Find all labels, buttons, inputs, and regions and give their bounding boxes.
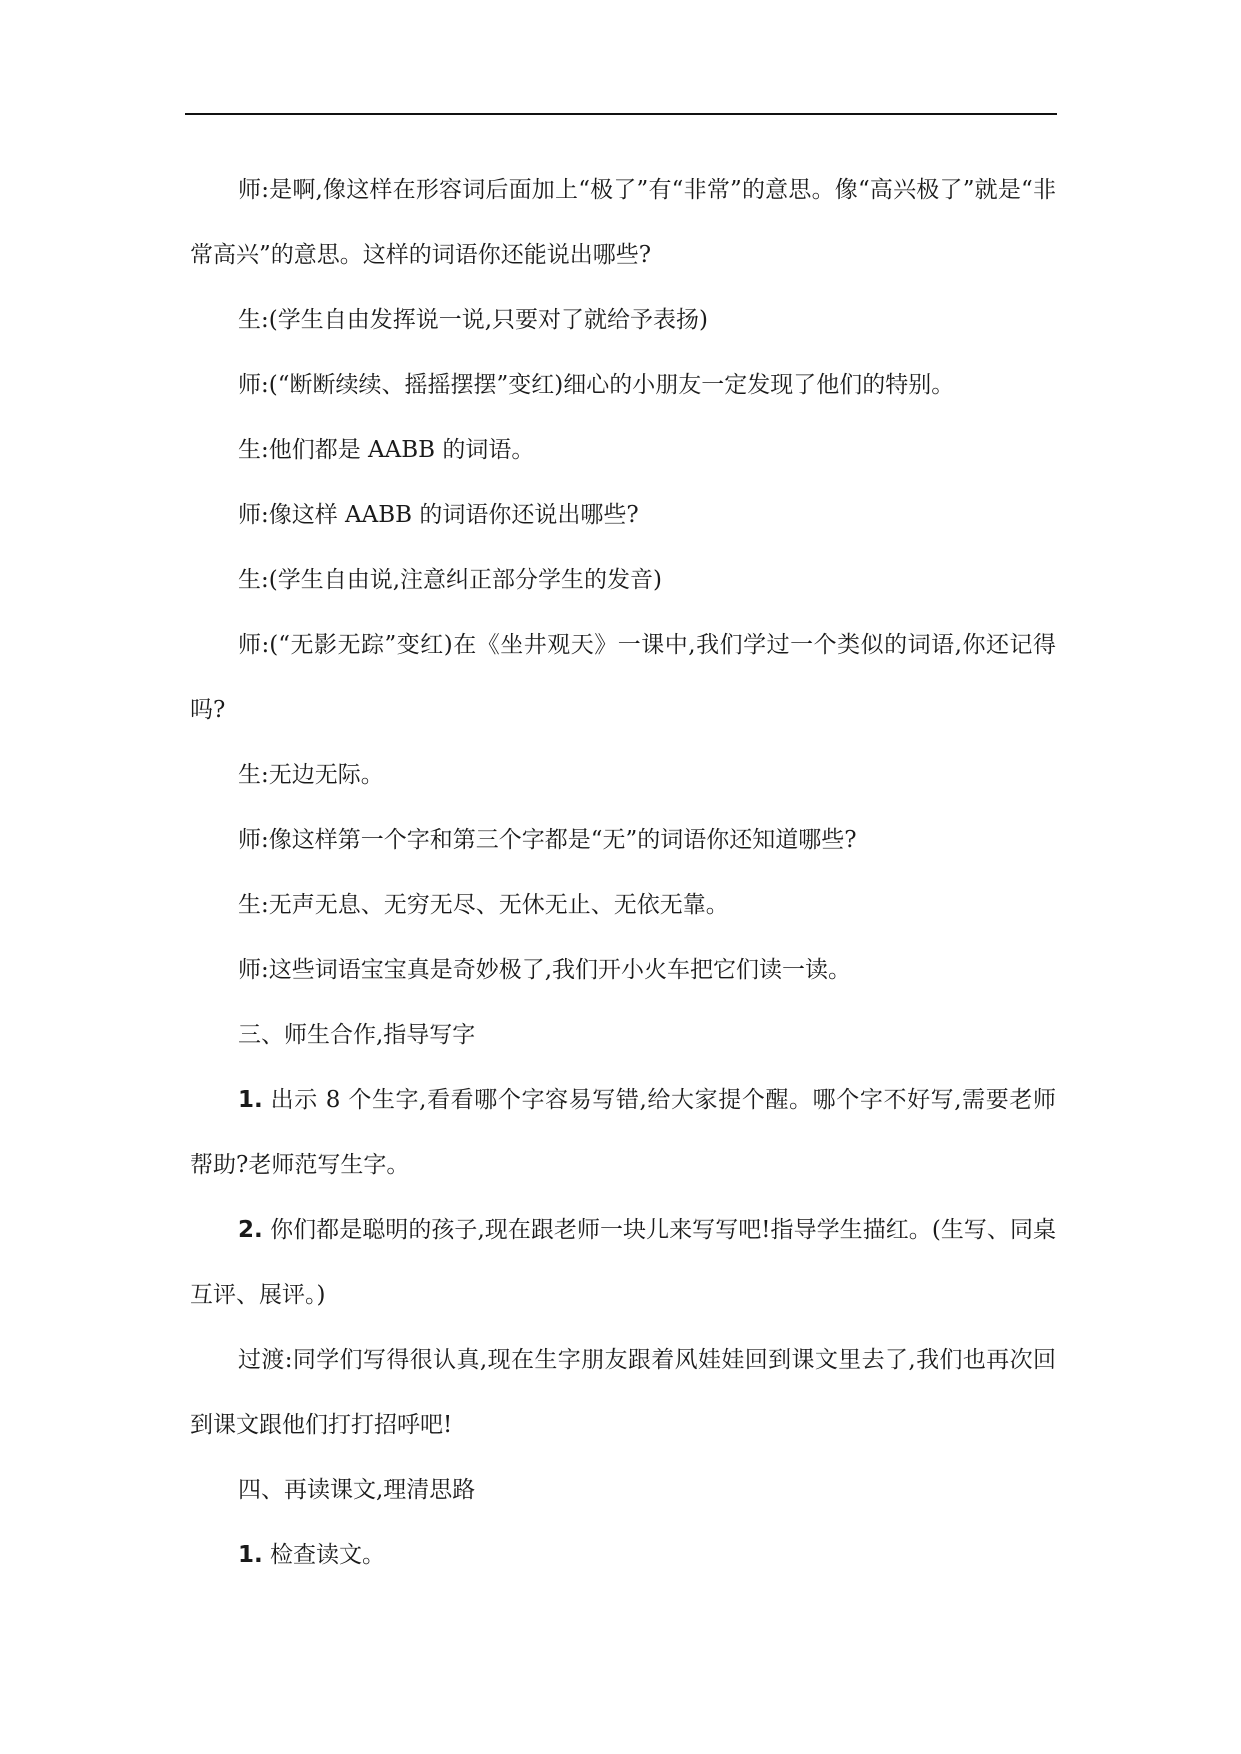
paragraph-3: 师:(“断断续续、摇摇摆摆”变红)细心的小朋友一定发现了他们的特别。 [238,372,955,398]
paragraph-5: 师:像这样 AABB 的词语你还说出哪些? [238,502,639,528]
paragraph-2: 生:(学生自由发挥说一说,只要对了就给予表扬) [238,307,709,333]
item-number: 2. [238,1217,263,1243]
header-rule [185,113,1057,115]
item-number: 1. [238,1087,263,1113]
section-heading-4: 四、再读课文,理清思路 [238,1477,476,1503]
paragraph-6: 生:(学生自由说,注意纠正部分学生的发音) [238,567,663,593]
paragraph-9: 师:像这样第一个字和第三个字都是“无”的词语你还知道哪些? [238,827,857,853]
paragraph-8: 生:无边无际。 [238,762,384,788]
document-body [190,158,1056,1588]
paragraph-4: 生:他们都是 AABB 的词语。 [238,437,535,463]
numbered-item-1: 1. 出示 8 个生字,看看哪个字容易写错,给大家提个醒。哪个字不好写,需要老师帮助?老师范写生字。 [190,1087,1056,1178]
paragraph-1: 师:是啊,像这样在形容词后面加上“极了”有“非常”的意思。像“高兴极了”就是“非常高兴”的意思。这样的词语你还能说出哪些? [190,177,1056,268]
section-heading-3: 三、师生合作,指导写字 [238,1022,476,1048]
numbered-item-3: 1. 检查读文。 [238,1542,386,1568]
numbered-item-2: 2. 你们都是聪明的孩子,现在跟老师一块儿来写写吧!指导学生描红。(生写、同桌互评、展评。) [190,1217,1056,1308]
paragraph-11: 师:这些词语宝宝真是奇妙极了,我们开小火车把它们读一读。 [238,957,852,983]
paragraph-10: 生:无声无息、无穷无尽、无休无止、无依无靠。 [238,892,729,918]
item-number: 1. [238,1542,263,1568]
paragraph-transition: 过渡:同学们写得很认真,现在生字朋友跟着风娃娃回到课文里去了,我们也再次回到课文跟他们打打招呼吧! [190,1347,1056,1438]
paragraph-7: 师:(“无影无踪”变红)在《坐井观天》一课中,我们学过一个类似的词语,你还记得吗? [190,632,1056,723]
